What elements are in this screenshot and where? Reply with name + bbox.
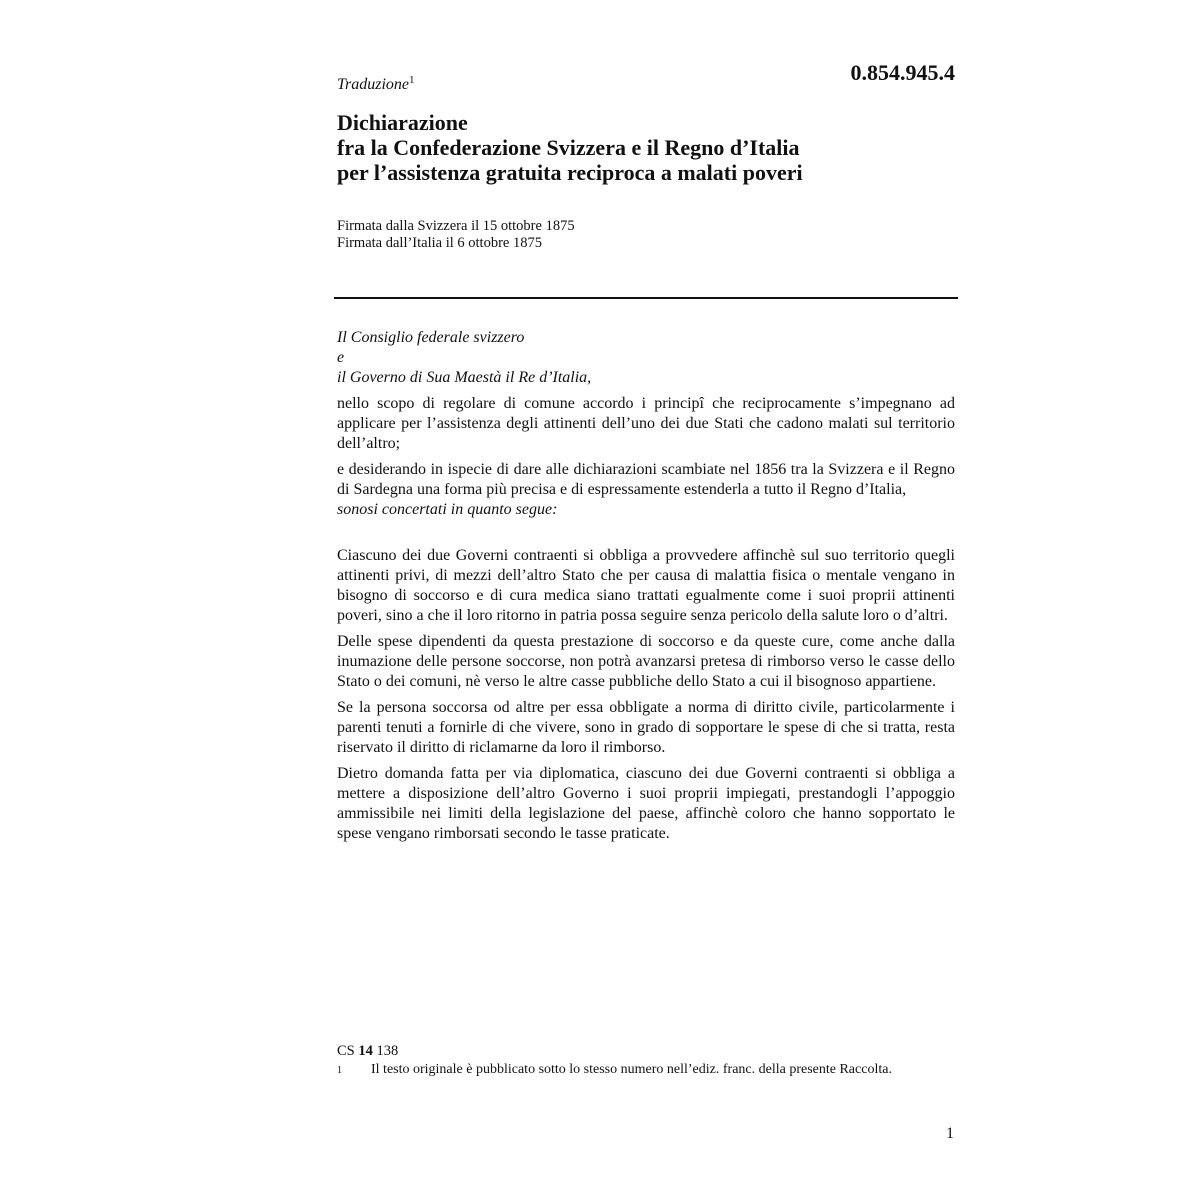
article-paragraph: Se la persona soccorsa od altre per essa obbligate a norma di diritto civile, particolarmente i parenti tenuti a fornirle di che vivere, sono in grado di sopportare le spese di che si tratta, resta riservato il diritto di riclamarne da loro il rimborso. (337, 699, 955, 756)
article-paragraph: Ciascuno dei due Governi contraenti si obbliga a provvedere affinchè sul suo territorio quegli attinenti privi, di mezzi dell’altro Stato che per causa di malattia fisica o mentale vengano in bisogno di soccorso e di cura medica siano trattati egualmente come i suoi proprii attinenti poveri, sino a che il loro ritorno in patria possa seguire senza pericolo della salute loro o d’altri. (337, 547, 955, 624)
translation-label (337, 74, 415, 94)
preamble-closing: sonosi concertati in quanto segue: (337, 501, 558, 518)
title-line: fra la Confederazione Svizzera e il Regno d’Italia (337, 135, 800, 160)
preamble-paragraph: e desiderando in ispecie di dare alle dichiarazioni scambiate nel 1856 tra la Svizzera e il Regno di Sardegna una forma più precisa e di espressamente estenderla a tutto il Regno d’Italia, (337, 461, 955, 498)
document-body (337, 328, 955, 844)
footnote (337, 1061, 937, 1079)
cs-prefix: CS (337, 1043, 355, 1059)
title-line: per l’assistenza gratuita reciproca a malati poveri (337, 160, 803, 185)
preamble-paragraph: nello scopo di regolare di comune accordo i principî che reciprocamente s’impegnano ad applicare per l’assistenza degli attinenti dell’uno dei due Stati che cadono malati sul territorio dell’altro; (337, 395, 955, 452)
document-title (337, 110, 957, 185)
party-2: il Governo di Sua Maestà il Re d’Italia, (337, 369, 592, 386)
cs-page: 138 (376, 1043, 399, 1059)
footnote-number: 1 (337, 1065, 342, 1076)
article-paragraph: Delle spese dipendenti da questa prestazione di soccorso e da queste cure, come anche dalla inumazione delle persone soccorse, non potrà avanzarsi pretesa di rimborso verso le casse dello Stato o dei comuni, nè verso le altre casse pubbliche dello Stato a cui il bisognoso appartiene. (337, 633, 955, 690)
footnote-text: Il testo originale è pubblicato sotto lo stesso numero nell’ediz. franc. della presente Raccolta. (371, 1062, 892, 1077)
party-1: Il Consiglio federale svizzero (337, 329, 525, 346)
footnotes (337, 1043, 937, 1079)
signature-italy: Firmata dall’Italia il 6 ottobre 1875 (337, 235, 542, 251)
party-conjunction: e (337, 349, 345, 366)
cs-reference (337, 1043, 937, 1060)
translation-label-text: Traduzione (337, 76, 410, 93)
title-line: Dichiarazione (337, 110, 468, 135)
horizontal-rule (334, 297, 958, 299)
cs-volume: 14 (358, 1043, 373, 1059)
sr-number: 0.854.945.4 (850, 60, 955, 85)
page-number: 1 (946, 1125, 954, 1142)
signature-switzerland: Firmata dalla Svizzera il 15 ottobre 1875 (337, 218, 575, 234)
footnote-ref[interactable]: 1 (409, 74, 415, 86)
article-paragraph: Dietro domanda fatta per via diplomatica, ciascuno dei due Governi contraenti si obbliga a mettere a disposizione dell’altro Governo i suoi proprii impiegati, prestandogli l’appoggio ammissibile nei limiti della legislazione del paese, affinchè coloro che hanno sopportato le spese vengano rimborsati secondo le tasse praticate. (337, 765, 955, 842)
signature-dates (337, 218, 575, 252)
